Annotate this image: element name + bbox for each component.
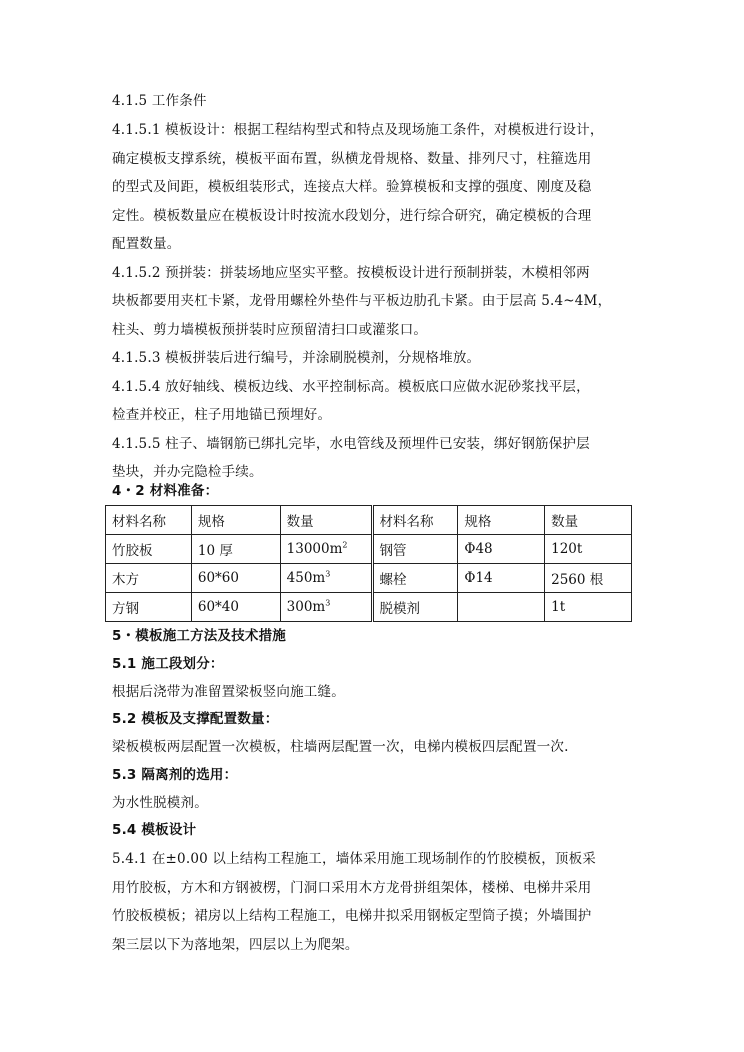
table-cell xyxy=(458,593,545,622)
paragraph-line: 竹胶板模板；裙房以上结构工程施工，电梯井拟采用钢板定型筒子摸；外墙围护 xyxy=(112,908,592,924)
header-cell: 规格 xyxy=(191,506,280,535)
section-heading-5-2: 5.2 模板及支撑配置数量： xyxy=(112,711,279,727)
paragraph-line: 用竹胶板，方木和方钢被楞，门洞口采用木方龙骨拼组架体，楼梯、电梯井采用 xyxy=(112,879,592,896)
table-cell: 120t xyxy=(545,535,632,564)
paragraph-line: 4.1.5.4 放好轴线、模板边线、水平控制标高。模板底口应做水泥砂浆找平层， xyxy=(112,378,590,395)
section-heading-5-4: 5.4 模板设计 xyxy=(112,822,197,838)
paragraph-line: 为水性脱模剂。 xyxy=(112,795,208,811)
table-cell: 2560 根 xyxy=(545,564,632,593)
paragraph-line: 根据后浇带为准留置梁板竖向施工缝。 xyxy=(112,684,345,700)
header-cell: 材料名称 xyxy=(372,506,458,535)
paragraph-line: 确定模板支撑系统，模板平面布置，纵横龙骨规格、数量、排列尺寸，柱箍选用 xyxy=(112,150,592,167)
section-heading-4-1-5: 4.1.5 工作条件 xyxy=(112,93,207,109)
unit-exponent: 2 xyxy=(342,540,348,550)
table-cell: 1t xyxy=(545,593,632,622)
table-cell: Φ14 xyxy=(458,564,545,593)
paragraph-line: 垫块，并办完隐检手续。 xyxy=(112,464,263,480)
header-cell: 材料名称 xyxy=(106,506,192,535)
table-cell: 钢管 xyxy=(372,535,458,564)
table-cell: 10 厚 xyxy=(191,535,280,564)
header-cell: 数量 xyxy=(545,506,632,535)
paragraph-line: 块板都要用夹杠卡紧，龙骨用螺栓外垫件与平板边肋孔卡紧。由于层高 5.4~4M， xyxy=(112,293,612,309)
table-cell xyxy=(280,535,372,564)
paragraph-line: 架三层以下为落地架，四层以上为爬架。 xyxy=(112,936,359,953)
paragraph-line: 柱头、剪力墙模板预拼装时应预留清扫口或灌浆口。 xyxy=(112,321,428,338)
table-cell: 脱模剂 xyxy=(372,593,458,622)
unit-exponent: 3 xyxy=(325,569,331,579)
table-row xyxy=(106,593,632,622)
table-cell xyxy=(280,564,372,593)
table-cell xyxy=(280,593,372,622)
table-cell: 方钢 xyxy=(106,593,192,622)
table-cell: 60*40 xyxy=(191,593,280,622)
paragraph-line: 检查并校正，柱子用地锚已预埋好。 xyxy=(112,407,332,423)
section-heading-4-2: 4・2 材料准备： xyxy=(112,483,219,499)
table-row xyxy=(106,535,632,564)
header-cell: 规格 xyxy=(458,506,545,535)
paragraph-line: 4.1.5.2 预拼装：拼装场地应坚实平整。按模板设计进行预制拼装，木模相邻两 xyxy=(112,264,590,281)
section-heading-5-1: 5.1 施工段划分： xyxy=(112,656,224,672)
materials-table xyxy=(105,505,632,622)
quantity-value: 450m xyxy=(286,570,326,586)
table-cell: 螺栓 xyxy=(372,564,458,593)
paragraph-line: 配置数量。 xyxy=(112,236,181,252)
paragraph-line: 定性。模板数量应在模板设计时按流水段划分，进行综合研究，确定模板的合理 xyxy=(112,207,592,224)
paragraph-line: 5.4.1 在±0.00 以上结构工程施工，墙体采用施工现场制作的竹胶模板，顶板采 xyxy=(112,851,597,867)
table-row xyxy=(106,564,632,593)
table-cell: 60*60 xyxy=(191,564,280,593)
quantity-value: 13000m xyxy=(286,541,343,557)
paragraph-line: 4.1.5.3 模板拼装后进行编号，并涂刷脱模剂，分规格堆放。 xyxy=(112,350,481,366)
table-cell: 木方 xyxy=(106,564,192,593)
table-header-row xyxy=(106,506,632,535)
table-cell: 竹胶板 xyxy=(106,535,192,564)
unit-exponent: 3 xyxy=(325,598,331,608)
table-cell: Φ48 xyxy=(458,535,545,564)
header-cell: 数量 xyxy=(280,506,372,535)
paragraph-line: 4.1.5.1 模板设计：根据工程结构型式和特点及现场施工条件，对模板进行设计， xyxy=(112,122,604,138)
quantity-value: 300m xyxy=(286,599,326,615)
paragraph-line: 梁板模板两层配置一次模板，柱墙两层配置一次，电梯内模板四层配置一次. xyxy=(112,739,569,755)
section-heading-5: 5・模板施工方法及技术措施 xyxy=(112,628,286,644)
section-heading-5-3: 5.3 隔离剂的选用： xyxy=(112,767,238,783)
paragraph-line: 的型式及间距，模板组装形式，连接点大样。验算模板和支撑的强度、刚度及稳 xyxy=(112,179,592,195)
paragraph-line: 4.1.5.5 柱子、墙钢筋已绑扎完毕，水电管线及预埋件已安装，绑好钢筋保护层 xyxy=(112,435,590,452)
